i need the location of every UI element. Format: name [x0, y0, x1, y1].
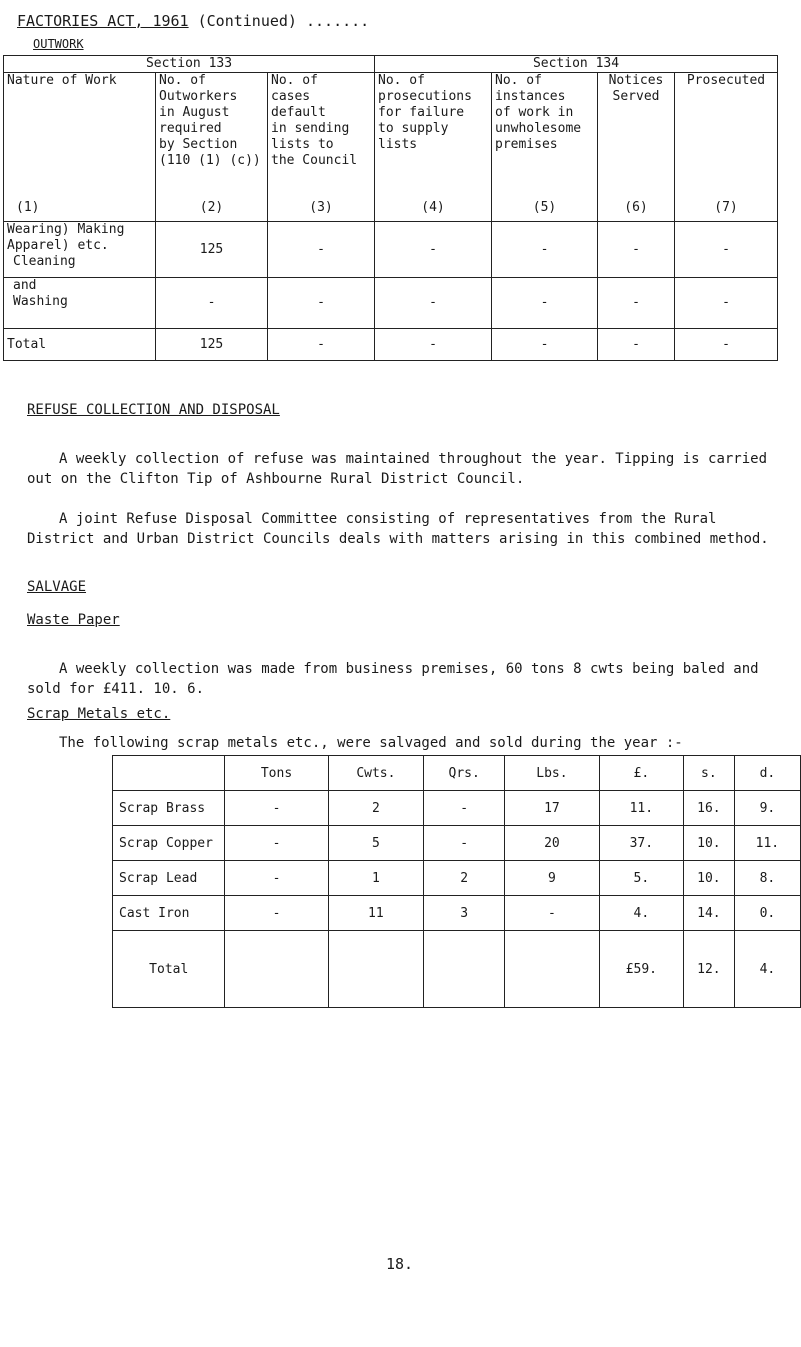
header-line: (110 (1) (c)) [159, 153, 261, 168]
header-line: default [271, 105, 326, 120]
header-text: Nature of Work [7, 73, 117, 88]
header-cell [268, 73, 375, 222]
header-cell: s. [683, 756, 734, 791]
header-cell [113, 756, 225, 791]
page-number: 18. [386, 1255, 414, 1273]
section-133-label: Section 133 [4, 56, 375, 73]
header-line: Notices [608, 73, 664, 88]
table-cell: - [225, 896, 328, 931]
table-cell: - [598, 278, 675, 329]
nature-line: Washing [13, 294, 68, 309]
scrap-intro: The following scrap metals etc., were salvaged and sold during the year :- [59, 735, 683, 751]
header-line: the Council [271, 153, 358, 168]
table-cell: 12. [683, 931, 734, 1008]
table-cell: - [598, 329, 675, 361]
table-cell: - [268, 222, 375, 278]
column-header-row [4, 73, 778, 222]
table-cell: 16. [683, 791, 734, 826]
title-continued: (Continued) ....... [197, 12, 370, 30]
salvage-heading: SALVAGE [27, 579, 87, 595]
header-cell: Cwts. [328, 756, 424, 791]
scrap-metals-heading: Scrap Metals etc. [27, 706, 171, 722]
table-cell: 10. [683, 826, 734, 861]
nature-line: Cleaning [13, 254, 76, 269]
table-row [4, 278, 778, 329]
refuse-heading: REFUSE COLLECTION AND DISPOSAL [27, 402, 280, 418]
table-cell: - [268, 329, 375, 361]
column-number: (6) [624, 200, 648, 215]
header-line: premises [495, 137, 558, 152]
table-cell: Scrap Lead [113, 861, 225, 896]
header-cell [156, 73, 268, 222]
table-cell: 20 [505, 826, 600, 861]
header-line: lists [378, 137, 418, 152]
outwork-table [3, 55, 778, 361]
table-cell: Cast Iron [113, 896, 225, 931]
table-cell [424, 931, 505, 1008]
header-cell [598, 73, 675, 222]
scrap-table [112, 755, 801, 1008]
column-number: (4) [421, 200, 445, 215]
header-cell [375, 73, 492, 222]
table-cell: 10. [683, 861, 734, 896]
header-line: No. of [159, 73, 206, 88]
table-row [113, 861, 801, 896]
table-cell: - [268, 278, 375, 329]
table-cell: - [675, 278, 778, 329]
table-row [113, 826, 801, 861]
column-number: (2) [199, 200, 224, 215]
table-cell: 125 [156, 329, 268, 361]
table-cell: - [424, 791, 505, 826]
header-cell [675, 73, 778, 222]
column-number: (5) [532, 200, 557, 215]
header-cell [4, 73, 156, 222]
table-cell: Total [113, 931, 225, 1008]
table-cell: - [492, 329, 598, 361]
table-cell: 2 [328, 791, 424, 826]
table-cell: Scrap Copper [113, 826, 225, 861]
header-line: Served [612, 89, 660, 104]
table-cell: 3 [424, 896, 505, 931]
table-cell: - [675, 329, 778, 361]
header-line: instances [495, 89, 566, 104]
section-header-row [4, 56, 778, 73]
table-cell: - [505, 896, 600, 931]
column-number: (7) [714, 200, 738, 215]
table-cell: 5 [328, 826, 424, 861]
nature-line: and [13, 278, 37, 293]
table-cell: - [492, 222, 598, 278]
table-cell: 37. [599, 826, 683, 861]
refuse-paragraph-2: A joint Refuse Disposal Committee consisting of representatives from the Rural District and Urban District Councils deals with matters arising in this combined method. [27, 511, 769, 547]
total-row [4, 329, 778, 361]
waste-paper-text: A weekly collection was made from business premises, 60 tons 8 cwts being baled and sold for £411. 10. 6. [27, 661, 759, 697]
header-line: lists to [271, 137, 334, 152]
table-cell [225, 931, 328, 1008]
header-cell: Qrs. [424, 756, 505, 791]
header-line: required [159, 121, 222, 136]
header-cell: d. [734, 756, 800, 791]
nature-line: Wearing) Making [7, 222, 125, 237]
table-cell: 5. [599, 861, 683, 896]
header-cell: Lbs. [505, 756, 600, 791]
table-cell: - [375, 278, 492, 329]
header-cell: Tons [225, 756, 328, 791]
column-number: (1) [16, 200, 40, 215]
header-line: by Section [159, 137, 238, 152]
title-act: FACTORIES ACT, 1961 [17, 12, 189, 30]
table-cell: - [675, 222, 778, 278]
section-134-label: Section 134 [375, 56, 778, 73]
table-cell: £59. [599, 931, 683, 1008]
header-line: No. of [271, 73, 318, 88]
table-cell: - [375, 329, 492, 361]
table-cell: 17 [505, 791, 600, 826]
table-cell [505, 931, 600, 1008]
table-cell [328, 931, 424, 1008]
header-cell: £. [599, 756, 683, 791]
header-line: to supply [378, 121, 449, 136]
table-cell: 11. [734, 826, 800, 861]
table-cell: - [225, 861, 328, 896]
table-cell: 2 [424, 861, 505, 896]
header-line: No. of [495, 73, 542, 88]
table-cell: 9. [734, 791, 800, 826]
nature-cell [4, 278, 156, 329]
nature-line: Apparel) etc. [7, 238, 109, 253]
table-cell: - [156, 278, 268, 329]
header-line: Prosecuted [686, 73, 766, 88]
header-line: for failure [378, 105, 465, 120]
table-cell: - [424, 826, 505, 861]
table-cell: Scrap Brass [113, 791, 225, 826]
column-number: (3) [309, 200, 333, 215]
header-line: prosecutions [378, 89, 472, 104]
table-cell: 11 [328, 896, 424, 931]
outwork-heading: OUTWORK [33, 37, 84, 51]
refuse-paragraph-1: A weekly collection of refuse was maintained throughout the year. Tipping is carried out on the Clifton Tip of Ashbourne Rural District Council. [27, 451, 768, 487]
table-row [113, 791, 801, 826]
total-row [113, 931, 801, 1008]
table-cell: 125 [156, 222, 268, 278]
table-cell: - [598, 222, 675, 278]
table-cell: 11. [599, 791, 683, 826]
scrap-header-row [113, 756, 801, 791]
page-title [17, 12, 369, 30]
nature-cell [4, 222, 156, 278]
header-line: of work in [495, 105, 574, 120]
nature-cell: Total [4, 329, 156, 361]
table-cell: 1 [328, 861, 424, 896]
header-line: in August [159, 105, 230, 120]
header-cell [492, 73, 598, 222]
table-cell: 8. [734, 861, 800, 896]
table-cell: 0. [734, 896, 800, 931]
header-line: unwholesome [495, 121, 582, 136]
header-line: in sending [271, 121, 350, 136]
table-cell: 4. [599, 896, 683, 931]
table-cell: - [375, 222, 492, 278]
waste-paper-heading: Waste Paper [27, 612, 120, 628]
header-line: No. of [378, 73, 425, 88]
header-line: cases [271, 89, 311, 104]
table-row [4, 222, 778, 278]
table-cell: - [225, 826, 328, 861]
table-cell: - [225, 791, 328, 826]
table-cell: - [492, 278, 598, 329]
header-line: Outworkers [159, 89, 238, 104]
table-row [113, 896, 801, 931]
table-cell: 4. [734, 931, 800, 1008]
table-cell: 14. [683, 896, 734, 931]
table-cell: 9 [505, 861, 600, 896]
